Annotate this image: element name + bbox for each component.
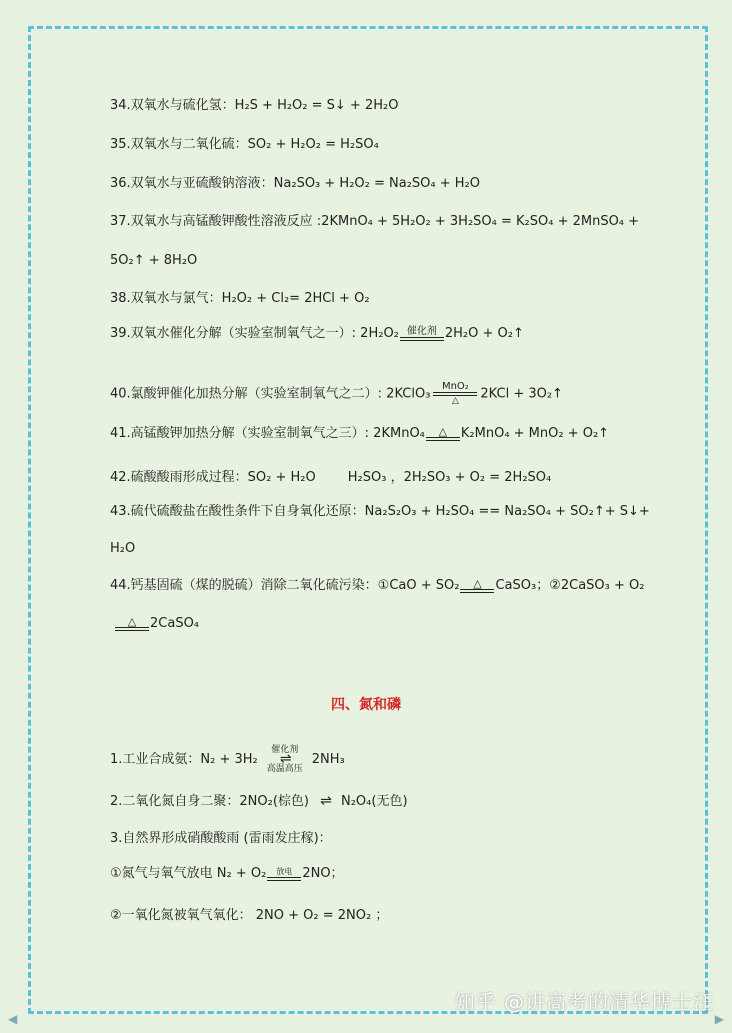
condition-label: 放电 bbox=[276, 867, 293, 876]
equation-42 bbox=[110, 470, 551, 486]
heat-triangle-icon: △ bbox=[473, 577, 482, 590]
reversible-arrow-icon: ⇌ bbox=[320, 793, 330, 809]
heat-triangle-icon: △ bbox=[438, 425, 448, 438]
equation-35: 35.双氧水与二氧化硫：SO₂ + H₂O₂ = H₂SO₄ bbox=[110, 137, 379, 152]
heat-equals-sign bbox=[115, 616, 149, 631]
equation-n3a-products: 2NO； bbox=[302, 866, 344, 881]
watermark: 知乎 @讲高考的清华博士汪 bbox=[454, 990, 714, 1014]
equation-41-reactants: 41.高锰酸钾加热分解（实验室制氧气之三）: 2KMnO₄ bbox=[110, 426, 425, 441]
equation-n1-reactants: 1.工业合成氨：N₂ + 3H₂ bbox=[110, 752, 258, 767]
equation-40-products: 2KCl + 3O₂↑ bbox=[480, 386, 563, 402]
catalyst-equals-sign bbox=[400, 326, 444, 341]
heat-equals-sign bbox=[426, 426, 460, 441]
equation-44-line2 bbox=[114, 616, 199, 632]
heat-triangle-icon: △ bbox=[451, 396, 459, 406]
nitrogen-equation-2 bbox=[110, 794, 408, 810]
condition-label-top: MnO₂ bbox=[441, 381, 469, 392]
equation-41-products: K₂MnO₄ + MnO₂ + O₂↑ bbox=[460, 426, 610, 441]
nitrogen-equation-3b: ②一氧化氮被氧气氧化： 2NO + O₂ = 2NO₂ ； bbox=[110, 908, 389, 923]
equation-37-line2: 5O₂↑ + 8H₂O bbox=[110, 253, 198, 268]
section-title: 四、氮和磷 bbox=[331, 697, 401, 713]
equation-n2-products: N₂O₄(无色) bbox=[341, 794, 408, 809]
equation-37-line1: 37.双氧水与高锰酸钾酸性溶液反应 :2KMnO₄ + 5H₂O₂ + 3H₂SO₄ = K₂SO₄ + 2MnSO₄ + bbox=[110, 214, 640, 229]
equation-38: 38.双氧水与氯气：H₂O₂ + Cl₂= 2HCl + O₂ bbox=[110, 291, 370, 306]
equation-36: 36.双氧水与亚硫酸钠溶液：Na₂SO₃ + H₂O₂ = Na₂SO₄ + H₂O bbox=[110, 176, 480, 191]
equation-n3a-reactants: ①氮气与氧气放电 N₂ + O₂ bbox=[110, 866, 267, 881]
equation-42-reactants: 42.硫酸酸雨形成过程：SO₂ + H₂O bbox=[110, 470, 316, 485]
prev-page-icon[interactable]: ◀ bbox=[8, 1012, 18, 1026]
equation-41 bbox=[110, 426, 609, 442]
equation-40-reactants: 40.氯酸钾催化加热分解（实验室制氧气之二）: 2KClO₃ bbox=[110, 386, 431, 402]
nitrogen-heading-3: 3.自然界形成硝酸酸雨 (雷雨发庄稼)： bbox=[110, 831, 332, 846]
equation-39-products: 2H₂O + O₂↑ bbox=[444, 326, 524, 341]
nitrogen-equation-3a bbox=[110, 866, 344, 882]
condition-label-top: 催化剂 bbox=[271, 745, 299, 755]
reversible-arrow-icon: 催化剂 ⇌ 高温高压 bbox=[266, 745, 303, 774]
equation-39-reactants: 39.双氧水催化分解（实验室制氧气之一）: 2H₂O₂ bbox=[110, 326, 399, 341]
equation-39 bbox=[110, 326, 524, 342]
catalyst-heat-equals-sign bbox=[433, 381, 477, 407]
next-page-icon[interactable]: ▶ bbox=[714, 1012, 724, 1026]
heat-triangle-icon: △ bbox=[127, 615, 137, 628]
equation-42-products: H₂SO₃ ，2H₂SO₃ + O₂ = 2H₂SO₄ bbox=[347, 470, 552, 485]
nitrogen-equation-1 bbox=[110, 745, 345, 774]
equation-n2-reactants: 2.二氧化氮自身二聚：2NO₂(棕色) bbox=[110, 794, 309, 809]
equation-43-line1: 43.硫代硫酸盐在酸性条件下自身氧化还原：Na₂S₂O₃ + H₂SO₄ == Na₂SO₄ + SO₂↑+ S↓+ bbox=[110, 504, 650, 519]
equation-n1-products: 2NH₃ bbox=[311, 752, 345, 767]
discharge-equals-sign bbox=[267, 866, 301, 881]
equation-34: 34.双氧水与硫化氢：H₂S + H₂O₂ = S↓ + 2H₂O bbox=[110, 98, 399, 113]
equation-43-line2: H₂O bbox=[110, 541, 136, 556]
equation-44-reactants: 44.钙基固硫（煤的脱硫）消除二氧化硫污染：①CaO + SO₂ bbox=[110, 578, 460, 593]
equation-44-middle: CaSO₃；②2CaSO₃ + O₂ bbox=[495, 578, 645, 593]
condition-label: 催化剂 bbox=[406, 326, 437, 337]
equation-40 bbox=[110, 381, 563, 407]
equation-44-products: 2CaSO₄ bbox=[150, 616, 200, 631]
condition-label-bottom: 高温高压 bbox=[266, 764, 303, 774]
equation-44-line1 bbox=[110, 578, 644, 594]
heat-equals-sign bbox=[460, 578, 494, 593]
